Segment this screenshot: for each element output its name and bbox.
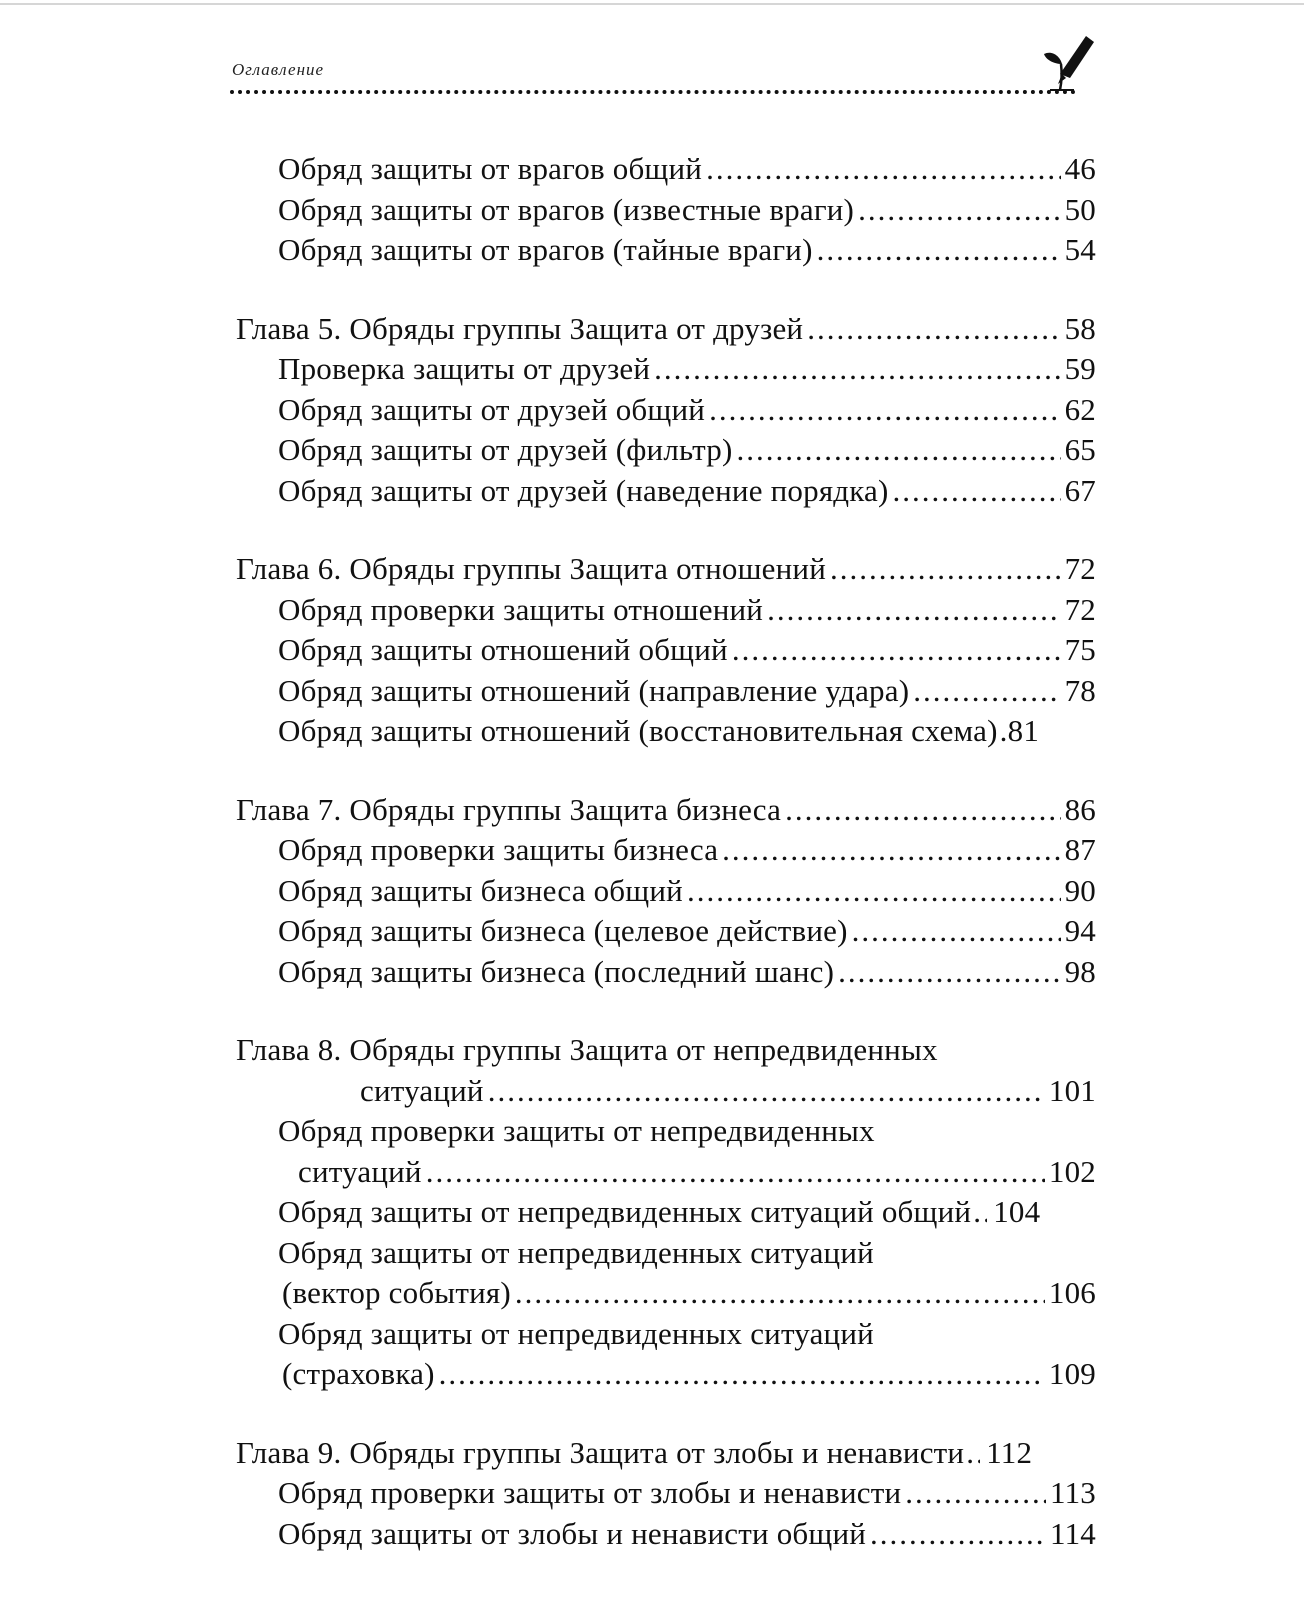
leader-dots <box>709 390 1061 431</box>
leader-dots <box>870 1514 1046 1555</box>
leader-dots <box>732 630 1061 671</box>
toc-entry[interactable] <box>236 1111 1096 1192</box>
leader-dots <box>817 230 1061 271</box>
page-top-border <box>0 3 1304 5</box>
toc-entry-page: 58 <box>1064 310 1096 346</box>
leader-dots <box>852 911 1061 952</box>
toc-entry[interactable] <box>236 1314 1096 1395</box>
toc-entry-title: Обряд защиты от непредвиденных ситуаций общий <box>278 1194 972 1229</box>
toc-entry-title: Обряд проверки защиты от злобы и ненависти <box>278 1475 902 1510</box>
header-dotted-rule <box>230 90 1076 94</box>
toc-entry-page: 90 <box>1064 872 1096 908</box>
toc-entry-page: 114 <box>1050 1515 1096 1551</box>
running-head: Оглавление <box>232 60 325 79</box>
toc-entry-page: 65 <box>1064 432 1096 467</box>
toc-entry-page: 102 <box>1048 1153 1096 1189</box>
toc-chapter-entry[interactable] <box>236 790 1096 831</box>
toc-entry-title: Глава 9. Обряды группы Защита от злобы и ненависти <box>236 1434 965 1470</box>
toc-chapter-entry[interactable] <box>236 1433 1096 1474</box>
toc-entry[interactable] <box>236 630 1096 671</box>
toc-chapter-entry[interactable] <box>236 309 1096 350</box>
toc-entry-page: 112 <box>986 1434 1033 1470</box>
toc-entry-title: Обряд защиты от друзей общий <box>278 391 706 427</box>
toc-entry-title: Обряд защиты от друзей (фильтр) <box>278 432 733 467</box>
toc-entry[interactable] <box>236 871 1096 912</box>
toc-entry[interactable] <box>236 471 1096 512</box>
toc-entry-title: Обряд проверки защиты бизнеса <box>278 832 719 867</box>
toc-entry[interactable] <box>236 190 1096 231</box>
toc-entry-page: 72 <box>1064 551 1096 586</box>
leader-dots <box>913 671 1060 712</box>
toc-entry-title-line1: Обряд защиты от непредвиденных ситуаций <box>278 1234 874 1270</box>
toc-entry[interactable] <box>236 1514 1096 1555</box>
toc-entry-title: Глава 5. Обряды группы Защита от друзей <box>236 310 804 346</box>
toc-entry-page: 50 <box>1064 191 1096 227</box>
toc-entry[interactable] <box>236 149 1096 190</box>
toc-entry-page: 46 <box>1064 151 1096 186</box>
leader-dots <box>706 149 1061 190</box>
toc-entry-title: Обряд проверки защиты отношений <box>278 591 764 627</box>
toc-entry[interactable] <box>236 590 1096 631</box>
toc-entry[interactable] <box>236 952 1096 993</box>
toc-entry-page: 81 <box>1007 713 1040 748</box>
toc-entry-title-line1: Обряд проверки защиты от непредвиденных <box>278 1113 875 1148</box>
toc-entry-page: 54 <box>1064 232 1096 267</box>
leader-dots <box>830 549 1061 590</box>
toc-entry-page: 86 <box>1064 791 1096 827</box>
toc-entry-title: Глава 6. Обряды группы Защита отношений <box>236 551 827 586</box>
toc-entry-page: 98 <box>1064 953 1096 989</box>
toc-entry-page: 72 <box>1064 591 1096 627</box>
leader-dots <box>737 430 1061 471</box>
toc-entry-title: Обряд защиты от врагов (известные враги) <box>278 191 855 227</box>
toc-entry[interactable] <box>236 830 1096 871</box>
toc-entry[interactable] <box>236 1192 1096 1233</box>
toc-entry-title: Обряд защиты отношений (восстановительная схема) <box>278 713 998 748</box>
toc-entry-page: 101 <box>1048 1072 1096 1108</box>
leader-dots <box>439 1354 1045 1395</box>
toc-entry-page: 59 <box>1064 351 1096 386</box>
toc-entry-title-line2: (страховка) <box>282 1356 435 1391</box>
toc-entry-page: 109 <box>1048 1356 1096 1391</box>
toc-entry-title-line2: ситуаций <box>360 1072 484 1108</box>
toc-entry-title-line1: Обряд защиты от непредвиденных ситуаций <box>278 1315 874 1351</box>
leader-dots <box>807 309 1060 350</box>
toc-entry-page: 104 <box>993 1194 1041 1229</box>
toc-entry-page: 113 <box>1050 1475 1096 1510</box>
toc-entry-page: 62 <box>1064 391 1096 427</box>
leader-dots <box>488 1071 1045 1112</box>
toc-entry-page: 78 <box>1064 672 1096 708</box>
toc-entry-title: Обряд защиты от злобы и ненависти общий <box>278 1515 867 1551</box>
toc-entry[interactable] <box>236 711 1096 752</box>
table-of-contents <box>236 149 1096 1554</box>
toc-entry[interactable] <box>236 230 1096 271</box>
toc-entry-title: Обряд защиты бизнеса общий <box>278 872 683 908</box>
toc-entry-title: Обряд защиты бизнеса (последний шанс) <box>278 953 835 989</box>
leader-dots <box>722 830 1060 871</box>
toc-entry-page: 67 <box>1064 472 1096 508</box>
leader-dots <box>426 1152 1045 1193</box>
leader-dots <box>767 590 1061 631</box>
leader-dots <box>1000 711 1006 752</box>
toc-entry-page: 75 <box>1064 632 1096 667</box>
toc-entry[interactable] <box>236 390 1096 431</box>
leader-dots <box>858 190 1061 231</box>
toc-entry-title: Обряд защиты отношений (направление удара) <box>278 672 910 708</box>
toc-entry-title: Проверка защиты от друзей <box>278 351 651 386</box>
leader-dots <box>515 1273 1045 1314</box>
leader-dots <box>687 871 1061 912</box>
toc-entry[interactable] <box>236 1473 1096 1514</box>
toc-entry[interactable] <box>236 671 1096 712</box>
toc-entry[interactable] <box>236 1233 1096 1314</box>
toc-entry[interactable] <box>236 430 1096 471</box>
toc-entry-page: 87 <box>1064 832 1096 867</box>
toc-entry-title: Обряд защиты от друзей (наведение порядка) <box>278 472 889 508</box>
toc-entry-title-line2: ситуаций <box>298 1153 422 1189</box>
leader-dots <box>973 1192 987 1233</box>
toc-entry-title: Обряд защиты отношений общий <box>278 632 728 667</box>
toc-entry-title-line1: Глава 8. Обряды группы Защита от непредвиденных <box>236 1032 938 1067</box>
leader-dots <box>838 952 1060 993</box>
toc-chapter-entry[interactable] <box>236 549 1096 590</box>
toc-entry-title: Обряд защиты от врагов (тайные враги) <box>278 232 813 267</box>
sprout-pen-icon <box>1040 30 1096 92</box>
leader-dots <box>785 790 1060 831</box>
toc-entry-title-line2: (вектор события) <box>282 1275 511 1310</box>
toc-entry-title: Обряд защиты от врагов общий <box>278 151 703 186</box>
toc-entry[interactable] <box>236 911 1096 952</box>
toc-entry-page: 94 <box>1064 913 1096 948</box>
leader-dots <box>893 471 1061 512</box>
toc-entry-title: Обряд защиты бизнеса (целевое действие) <box>278 913 848 948</box>
toc-entry-title: Глава 7. Обряды группы Защита бизнеса <box>236 791 782 827</box>
leader-dots <box>905 1473 1046 1514</box>
toc-chapter-entry[interactable] <box>236 1030 1096 1111</box>
toc-entry[interactable] <box>236 349 1096 390</box>
leader-dots <box>654 349 1060 390</box>
leader-dots <box>966 1433 980 1474</box>
toc-entry-page: 106 <box>1048 1275 1096 1310</box>
